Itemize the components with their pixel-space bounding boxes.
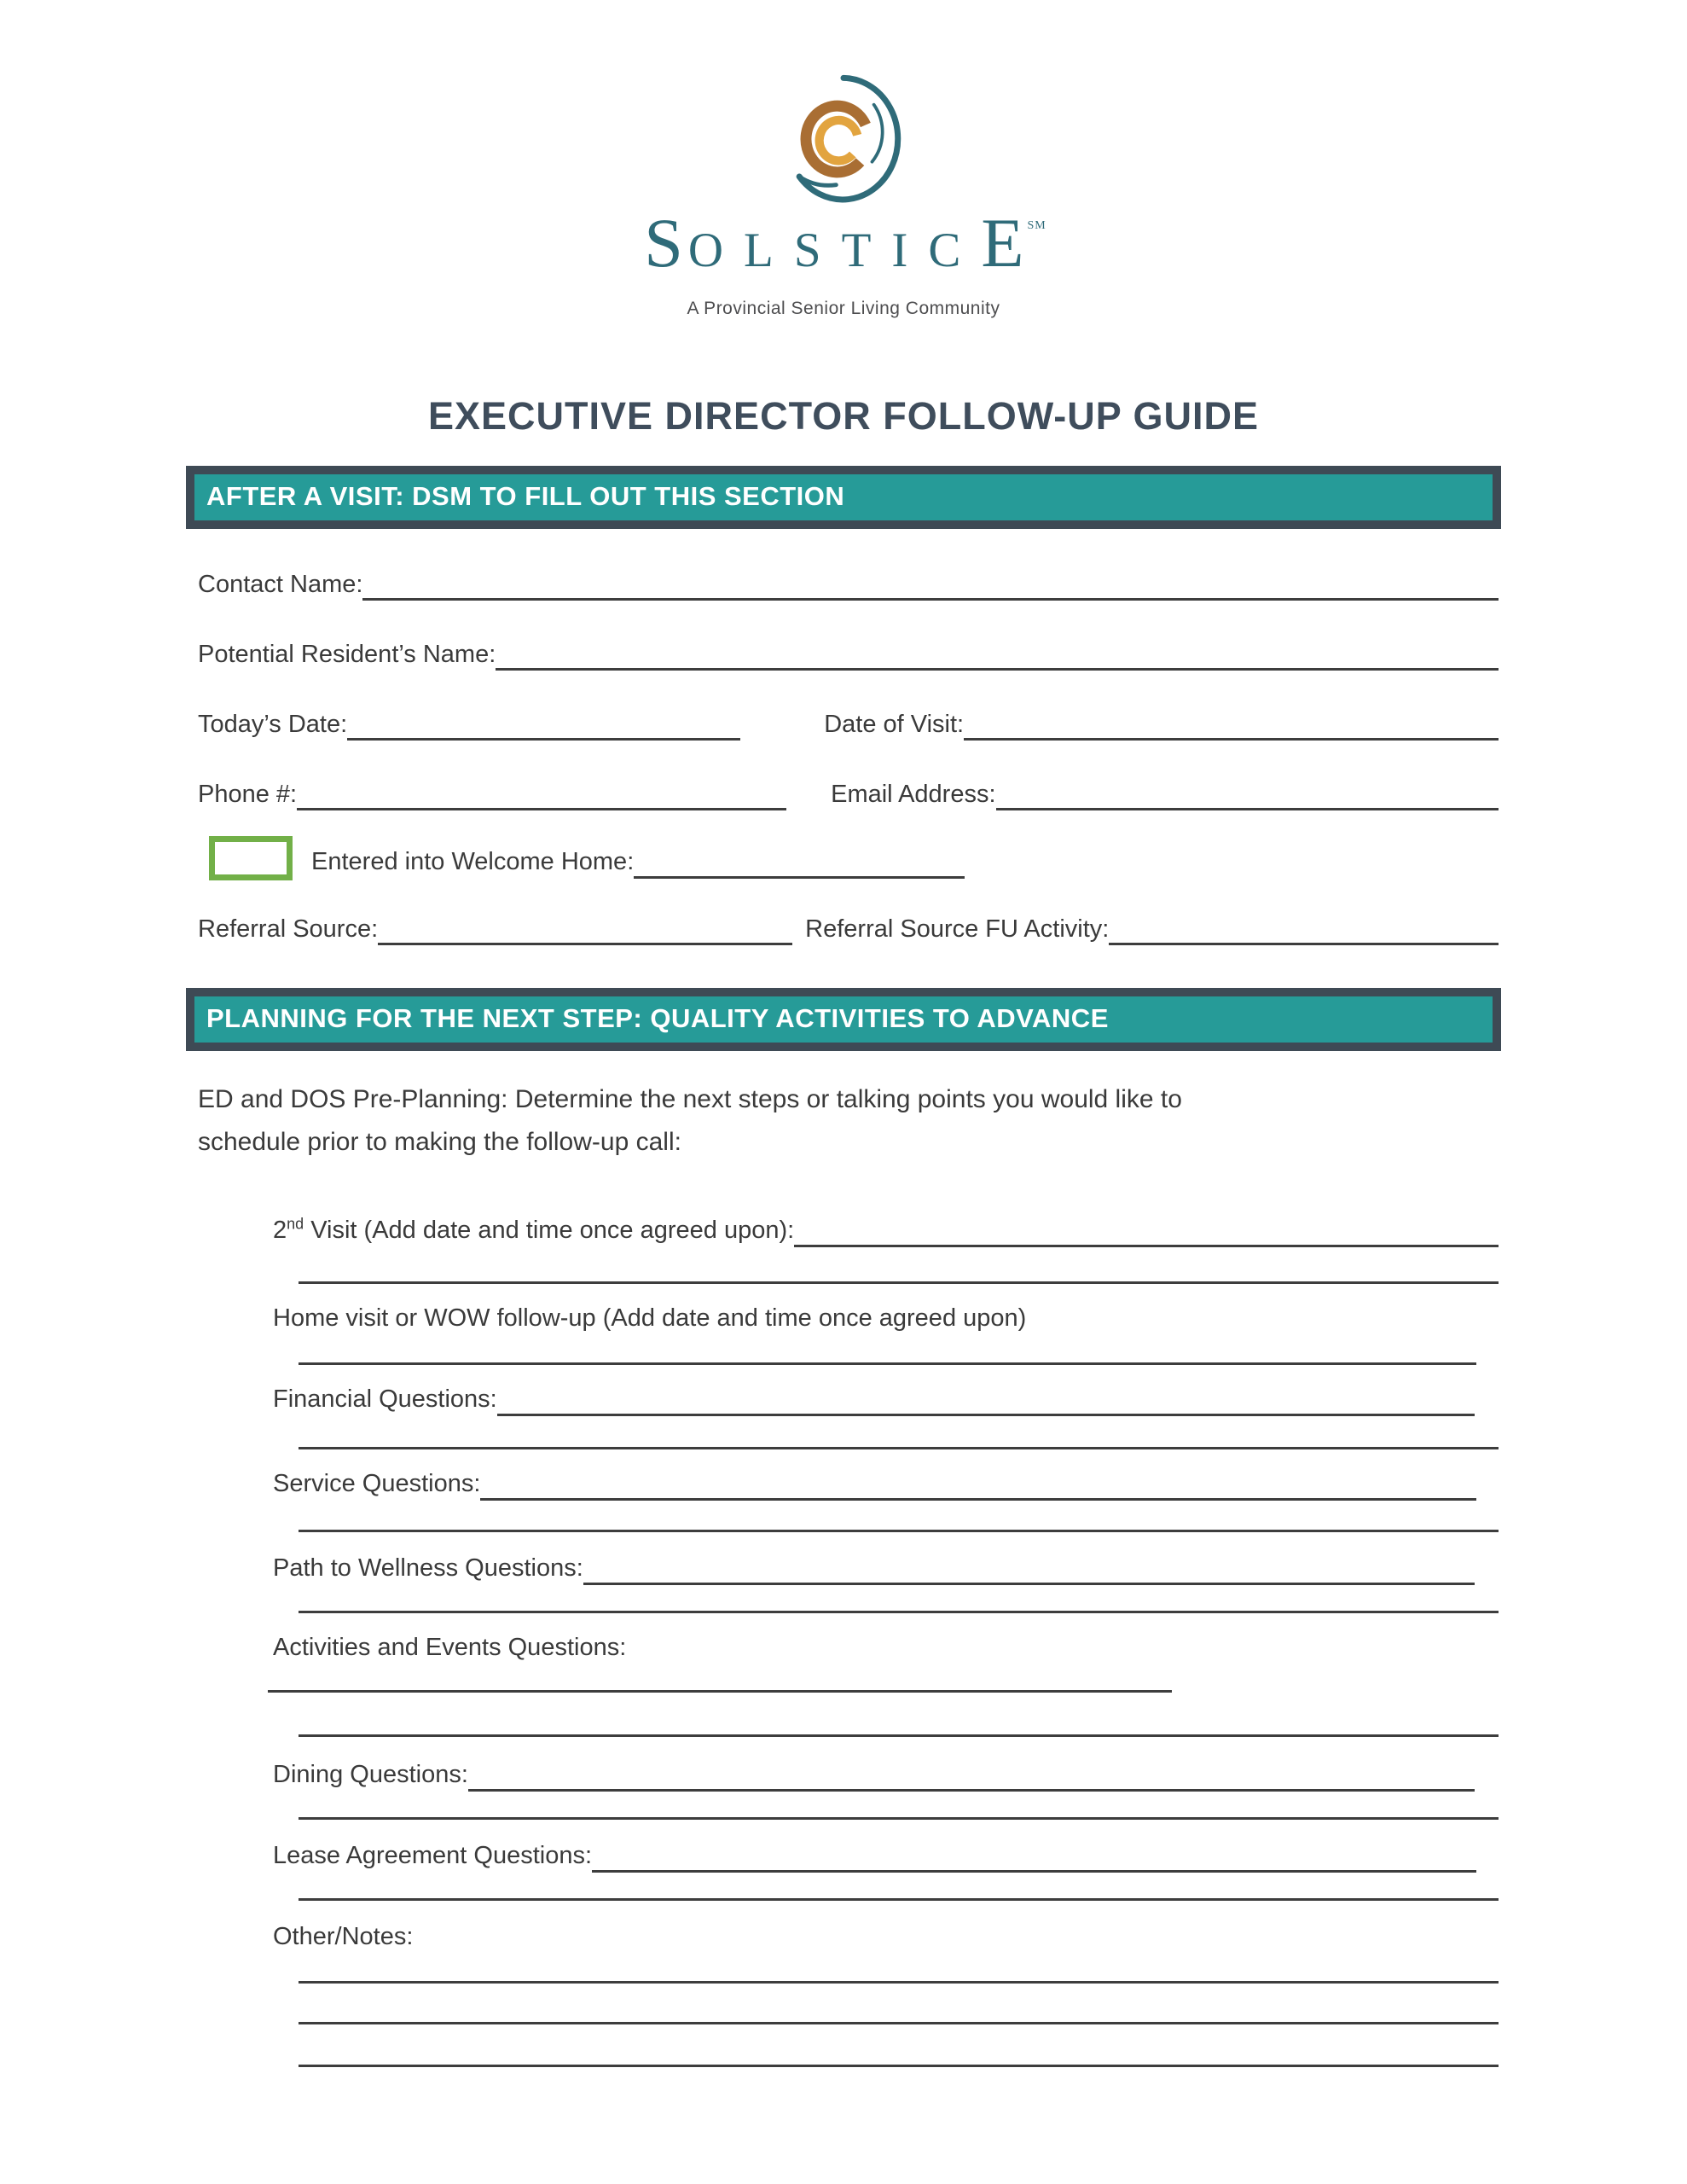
logo xyxy=(0,0,1687,319)
path-wellness-row xyxy=(198,1551,1499,1585)
referral-row xyxy=(198,913,1499,945)
potential-resident-row xyxy=(198,638,1499,671)
logo-wordmark: S OLSTICE SM xyxy=(644,204,1046,282)
financial-extra-line xyxy=(299,1447,1499,1449)
section-header-planning: PLANNING FOR THE NEXT STEP: QUALITY ACTIVITIES TO ADVANCE xyxy=(186,988,1501,1051)
potential-resident-write-line xyxy=(496,642,1499,671)
financial-write-line xyxy=(497,1388,1475,1416)
path-wellness-write-line xyxy=(583,1557,1475,1585)
service-write-line xyxy=(480,1472,1476,1501)
solstice-sun-swirl-icon xyxy=(779,73,908,212)
dining-row xyxy=(198,1757,1499,1792)
phone-write-line xyxy=(297,782,786,810)
second-visit-row xyxy=(198,1213,1499,1247)
service-label: Service Questions: xyxy=(273,1470,481,1497)
lease-label: Lease Agreement Questions: xyxy=(273,1842,593,1869)
contact-name-label: Contact Name: xyxy=(198,571,363,598)
activities-label: Activities and Events Questions: xyxy=(273,1634,627,1661)
other-notes-line-2 xyxy=(299,2022,1499,2024)
dining-extra-line xyxy=(299,1817,1499,1820)
page-title: EXECUTIVE DIRECTOR FOLLOW-UP GUIDE xyxy=(428,394,1259,438)
welcome-home-write-line xyxy=(634,851,965,879)
financial-row xyxy=(198,1382,1499,1416)
email-label: Email Address: xyxy=(831,781,996,808)
referral-fu-write-line xyxy=(1109,917,1499,945)
date-of-visit-label: Date of Visit: xyxy=(824,711,965,738)
other-notes-line-3 xyxy=(299,2065,1499,2067)
todays-date-write-line xyxy=(347,712,740,741)
welcome-home-row xyxy=(198,836,1499,880)
activities-extra-line xyxy=(299,1734,1499,1737)
dates-row xyxy=(198,708,1499,741)
second-visit-extra-line xyxy=(299,1281,1499,1284)
potential-resident-label: Potential Resident’s Name: xyxy=(198,641,496,668)
contact-name-row xyxy=(198,568,1499,601)
phone-label: Phone #: xyxy=(198,781,298,808)
dining-label: Dining Questions: xyxy=(273,1761,468,1788)
referral-source-label: Referral Source: xyxy=(198,915,379,943)
path-wellness-label: Path to Wellness Questions: xyxy=(273,1554,583,1582)
activities-write-line xyxy=(268,1690,1172,1693)
planning-intro: ED and DOS Pre-Planning: Determine the next steps or talking points you would like to schedule prior to making the follow-up call: xyxy=(198,1085,1182,1156)
second-visit-label: 2nd Visit (Add date and time once agreed upon): xyxy=(273,1215,795,1244)
planning-section xyxy=(198,1078,1499,2067)
home-visit-write-line xyxy=(299,1362,1476,1365)
second-visit-write-line xyxy=(794,1219,1499,1247)
other-notes-label: Other/Notes: xyxy=(273,1923,414,1950)
home-visit-label: Home visit or WOW follow-up (Add date and time once agreed upon) xyxy=(273,1304,1027,1332)
lease-write-line xyxy=(592,1844,1476,1873)
todays-date-label: Today’s Date: xyxy=(198,711,348,738)
contact-name-write-line xyxy=(362,572,1499,601)
date-of-visit-write-line xyxy=(964,712,1499,741)
after-visit-fields xyxy=(198,568,1499,945)
logo-tagline: A Provincial Senior Living Community xyxy=(687,299,1000,318)
service-mark: SM xyxy=(1027,219,1046,232)
welcome-home-label: Entered into Welcome Home: xyxy=(311,848,635,875)
service-row xyxy=(198,1467,1499,1501)
service-extra-line xyxy=(299,1530,1499,1532)
dining-write-line xyxy=(468,1763,1475,1792)
lease-row xyxy=(198,1838,1499,1873)
referral-fu-activity-label: Referral Source FU Activity: xyxy=(805,915,1110,943)
lease-extra-line xyxy=(299,1898,1499,1901)
financial-label: Financial Questions: xyxy=(273,1385,497,1413)
phone-email-row xyxy=(198,778,1499,810)
other-notes-line-1 xyxy=(299,1981,1499,1984)
section-header-after-visit: AFTER A VISIT: DSM TO FILL OUT THIS SECTION xyxy=(186,466,1501,529)
email-write-line xyxy=(996,782,1499,810)
welcome-home-checkbox xyxy=(209,836,293,880)
path-wellness-extra-line xyxy=(299,1611,1499,1613)
referral-source-write-line xyxy=(378,917,792,945)
